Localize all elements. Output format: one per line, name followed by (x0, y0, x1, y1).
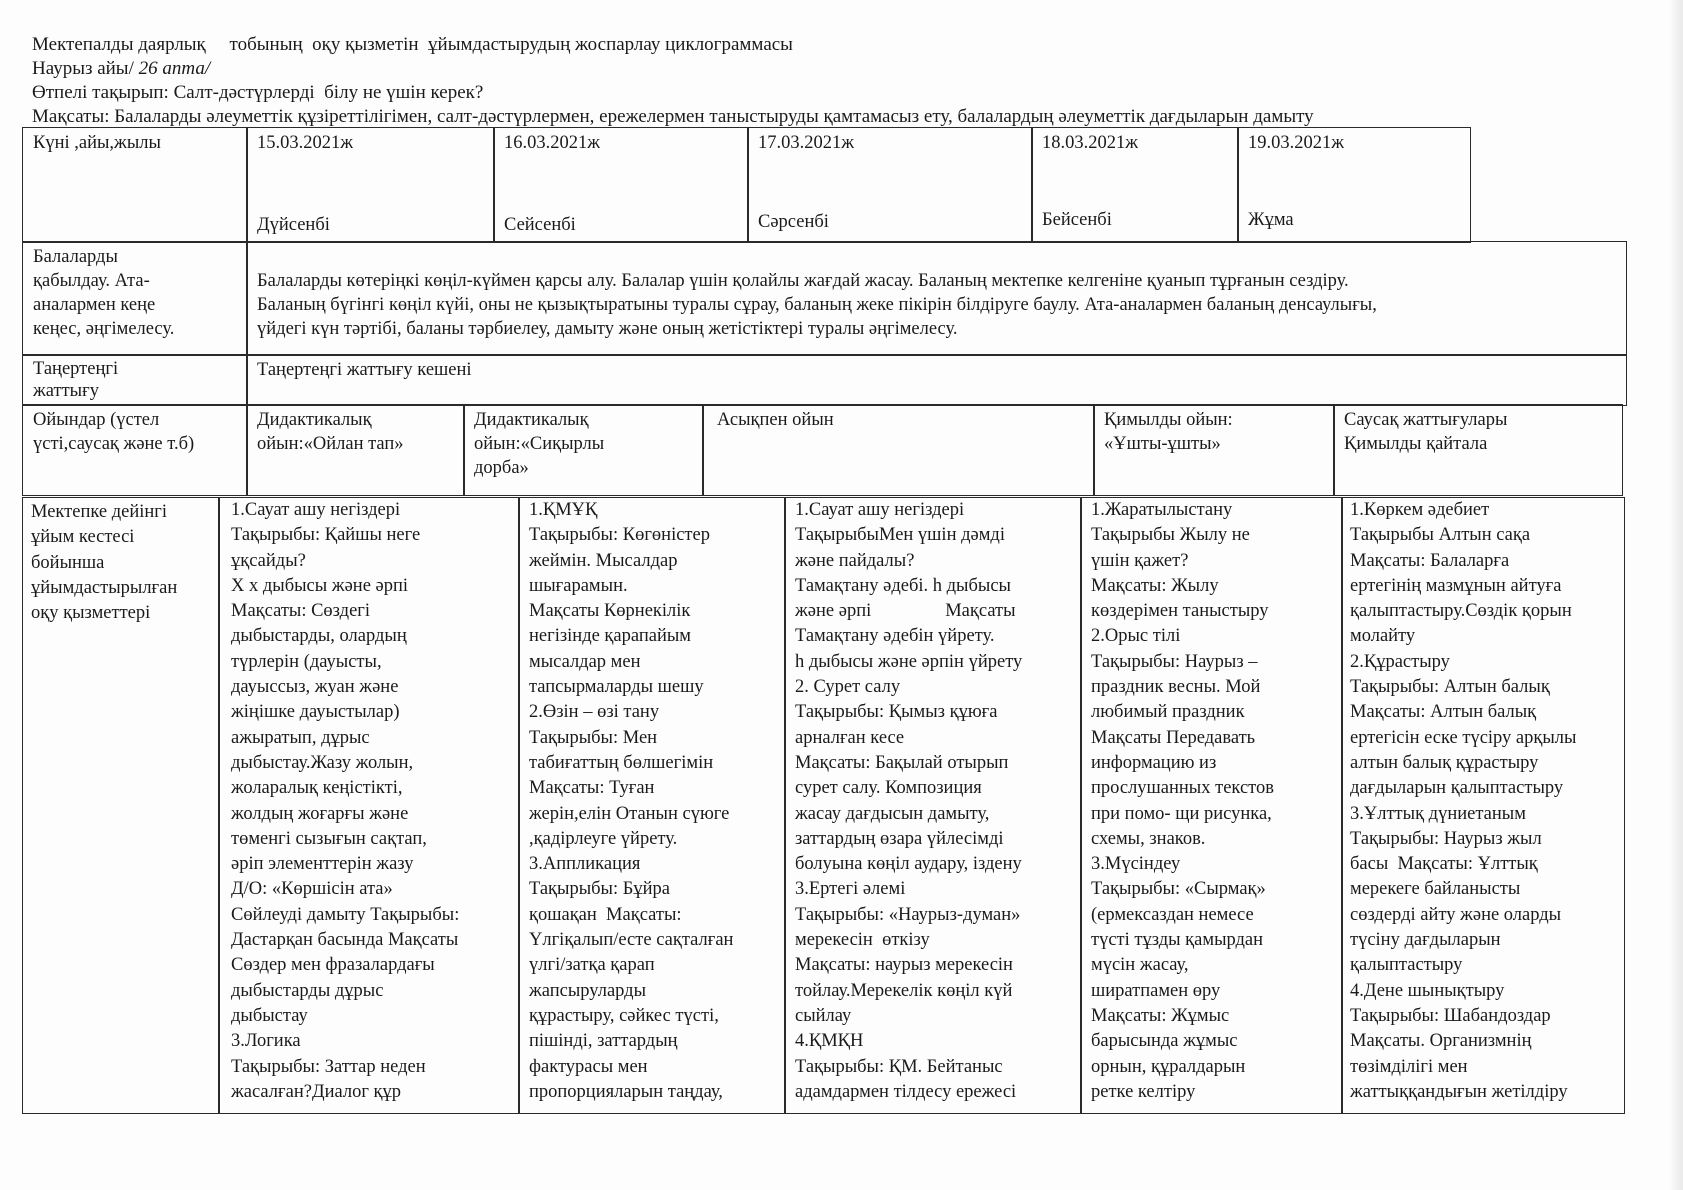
document-header (32, 33, 1314, 129)
day-cell-tuesday (493, 127, 749, 243)
activity-line: 2.Өзін – өзі тану (529, 702, 660, 723)
activity-line: мерекесін өткізу (795, 930, 930, 951)
activity-line: 3.Аппликация (529, 854, 641, 875)
label-line: Балаларды (33, 247, 118, 267)
activity-line: һ дыбысы және әрпін үйрету (795, 651, 1023, 672)
activity-line: 1.ҚМҰҚ (529, 500, 598, 520)
activity-line: сыйлау (795, 1005, 852, 1026)
activity-line: Сөздер мен фразалардағы (231, 955, 435, 976)
activity-line: Мақсаты Көрнекілік (529, 601, 691, 622)
label-line: ұйымдастырылған (31, 577, 178, 598)
activity-line: Х х дыбысы және әрпі (231, 575, 409, 596)
label-line: ұйым кестесі (31, 527, 135, 548)
reception-row-text-cell (246, 241, 1627, 356)
activity-line: барысында жұмыс (1091, 1031, 1238, 1052)
day-weekday: Жұма (1248, 210, 1294, 230)
activity-line: 2.Құрастыру (1350, 651, 1450, 672)
activities-cell-thursday (1080, 497, 1343, 1114)
activity-line: 3.Ұлттық дүниетаным (1350, 803, 1526, 824)
activity-line: мерекеге байланысты (1350, 879, 1521, 900)
label-line: қабылдау. Ата- (33, 271, 150, 291)
activity-line: Дастарқан басында Мақсаты (231, 930, 459, 951)
label-line: оқу қызметтері (31, 603, 151, 624)
activity-line: пропорцияларын таңдау, (529, 1081, 723, 1102)
activity-line: мүсін жасау, (1091, 955, 1189, 976)
activity-line: дыбыстау.Жазу жолын, (231, 752, 414, 773)
game-cell-monday (246, 404, 465, 496)
week-label: 26 апта/ (133, 58, 211, 79)
activity-line: Мақсаты: Балаларға (1350, 550, 1510, 571)
activity-line: Тақырыбы Алтын сақа (1350, 525, 1531, 546)
activity-line: 3.Ертегі әлемі (795, 879, 906, 900)
activity-line: әріп элементтерін жазу (231, 854, 414, 875)
game-cell-tuesday (463, 404, 704, 496)
activity-line: дыбыстарды, олардың (231, 626, 407, 647)
activity-line: 3.Мүсіндеу (1091, 854, 1181, 875)
day-date: 18.03.2021ж (1042, 133, 1139, 153)
activity-line: заттардың өзара үйлесімді (795, 828, 1004, 849)
day-weekday: Бейсенбі (1042, 210, 1112, 230)
activity-line: басы Мақсаты: Ұлттық (1350, 854, 1538, 875)
activities-cell-monday (218, 497, 520, 1114)
activity-line: тапсырмаларды шешу (529, 677, 704, 698)
activity-line: арналған кесе (795, 727, 905, 748)
date-row-label-cell (22, 127, 248, 243)
activity-line: пішінді, заттардың (529, 1031, 678, 1052)
activity-line: төзімділігі мен (1350, 1056, 1468, 1077)
activity-line: дыбыстарды дұрыс (231, 980, 384, 1001)
activity-line: түрлерін (дауысты, (231, 651, 382, 672)
activity-line: Мақсаты. Организмнің (1350, 1031, 1532, 1052)
activity-line: дыбыстау (231, 1005, 308, 1026)
activity-line: Мақсаты: наурыз мерекесін (795, 955, 1013, 976)
label-line: жаттығу (33, 381, 99, 401)
activity-line: Сөйлеуді дамыту Тақырыбы: (231, 904, 460, 925)
game-line: ойын:«Ойлан тап» (257, 434, 404, 454)
activity-line: көздерімен таныстыру (1091, 601, 1269, 622)
game-cell-wednesday (702, 404, 1095, 496)
month-week-line (32, 57, 1314, 81)
activity-line: құрастыру, сәйкес түсті, (529, 1005, 719, 1026)
activity-line: Мақсаты: Жылу (1091, 575, 1219, 596)
activity-line: праздник весны. Мой (1091, 677, 1261, 698)
activity-line: Тақырыбы: Алтын балық (1350, 677, 1550, 698)
activity-line: Мақсаты Передавать (1091, 727, 1256, 748)
day-weekday: Сәрсенбі (758, 212, 829, 232)
activity-line: схемы, знаков. (1091, 828, 1206, 849)
activity-line: Тақырыбы: «Наурыз-думан» (795, 904, 1021, 925)
game-line: Қимылды қайтала (1344, 434, 1488, 454)
day-weekday: Сейсенбі (504, 215, 576, 235)
transitional-theme: Өтпелі тақырып: Салт-дәстүрлерді білу не үшін керек? (32, 82, 484, 103)
activity-line: Тақырыбы: Заттар неден (231, 1056, 426, 1077)
activity-line: Тақырыбы: ҚМ. Бейтаныс (795, 1056, 1003, 1077)
activity-line: ширатпамен өру (1091, 980, 1221, 1001)
game-cell-friday (1333, 404, 1623, 496)
activity-line: жерін,елін Отанын сүюге (529, 803, 730, 824)
game-line: Дидактикалық (257, 410, 372, 430)
reception-row-label-cell (22, 241, 248, 356)
scan-edge-shadow (1669, 0, 1683, 1190)
activity-line: қалыптастыру (1350, 955, 1463, 976)
day-date: 17.03.2021ж (758, 133, 855, 153)
activity-line: Үлгіқалып/есте сақталған (529, 930, 734, 951)
reception-text-line: Балаларды көтеріңкі көңіл-күймен қарсы алу. Балалар үшін қолайлы жағдай жасау. Баланың мектепке келгеніне қуанып тұрғанын сездіру. (257, 271, 1349, 291)
reception-text-line: Баланың бүгінгі көңіл күйі, оны не қызықтыратыны туралы сұрау, баланың жеке пікірін білдіруге баулу. Ата-аналармен баланың денсаулығы, (257, 295, 1377, 315)
activity-line: сөздерді айту және оларды (1350, 904, 1562, 925)
activities-cell-wednesday (784, 497, 1082, 1114)
game-line: Дидактикалық (474, 410, 589, 430)
activity-line: 1.Жаратылыстану (1091, 500, 1233, 520)
activity-line: жапсыруларды (529, 980, 647, 1001)
activity-line: Тақырыбы: Наурыз – (1091, 651, 1258, 672)
activity-line: 3.Логика (231, 1031, 301, 1052)
label-line: Мектепке дейінгі (31, 502, 168, 522)
activity-line: ,қадірлеуге үйрету. (529, 828, 678, 849)
activity-line: Мақсаты: Бақылай отырып (795, 752, 1009, 773)
activity-line: Тақырыбы: Қайшы неге (231, 525, 421, 546)
activity-line: үлгі/затқа қарап (529, 955, 655, 976)
day-weekday: Дүйсенбі (257, 215, 330, 235)
activity-line: 1.Көркем әдебиет (1350, 500, 1490, 520)
activity-line: Мақсаты: Туған (529, 778, 655, 799)
day-date: 15.03.2021ж (257, 133, 354, 153)
activity-line: молайту (1350, 626, 1416, 647)
activity-line: түсті тұзды қамырдан (1091, 930, 1264, 951)
activity-line: ұқсайды? (231, 550, 306, 571)
activity-line: ертегісін еске түсіру арқылы (1350, 727, 1577, 748)
activity-line: ертегінің мазмұнын айтуға (1350, 575, 1562, 596)
activity-line: Тақырыбы Жылу не (1091, 525, 1250, 546)
game-line: Қимылды ойын: (1104, 410, 1233, 430)
activity-line: жолдың жоғарғы және (231, 803, 409, 824)
day-date: 19.03.2021ж (1248, 133, 1345, 153)
activity-line: дауыссыз, жуан және (231, 677, 399, 698)
activity-line: болуына көңіл аудару, іздену (795, 854, 1022, 875)
activity-line: фактурасы мен (529, 1056, 648, 1077)
activity-line: жасау дағдысын дамыту, (795, 803, 990, 824)
activity-line: Тақырыбы: Бұйра (529, 879, 670, 900)
activity-line: негізінде қарапайым (529, 626, 692, 647)
activity-line: шығарамын. (529, 575, 628, 596)
activity-line: Тақырыбы: «Сырмақ» (1091, 879, 1266, 900)
day-date: 16.03.2021ж (504, 133, 601, 153)
activity-line: Тақырыбы: Мен (529, 727, 658, 748)
activity-line: ретке келтіру (1091, 1081, 1196, 1102)
activity-line: Мақсаты: Жұмыс (1091, 1005, 1230, 1026)
activity-line: Тақырыбы: Қымыз құюға (795, 702, 998, 723)
activity-line: дағдыларын қалыптастыру (1350, 778, 1564, 799)
label-line: Таңертеңгі (33, 359, 119, 379)
label-line: Ойындар (үстел (33, 410, 160, 430)
exercise-text: Таңертеңгі жаттығу кешені (257, 360, 472, 380)
activity-line: Мақсаты: Сөздегі (231, 601, 371, 622)
label-line: кеңес, әңгімелесу. (33, 319, 175, 339)
label-line: бойынша (31, 552, 105, 573)
activities-cell-tuesday (518, 497, 786, 1114)
activity-line: сурет салу. Композиция (795, 778, 982, 799)
activity-line: ажыратып, дұрыс (231, 727, 370, 748)
activities-cell-friday (1341, 497, 1625, 1114)
game-line: Саусақ жаттығулары (1344, 410, 1508, 430)
activity-line: Тамақтану әдебін үйрету. (795, 626, 995, 647)
activity-line: қошақан Мақсаты: (529, 904, 682, 925)
games-row-label-cell (22, 404, 248, 496)
activity-line: және пайдалы? (795, 550, 915, 571)
activity-line: Тамақтану әдебі. һ дыбысы (795, 575, 1011, 596)
weekly-objective: Мақсаты: Балаларды әлеуметтік құзіреттілігімен, салт-дәстүрлермен, ережелермен таныстыруды қамтамасыз ету, балалардың әлеуметтік дағдыларын дамыту (32, 106, 1314, 127)
activity-line: табиғаттың бөлшегімін (529, 752, 714, 773)
activity-line: түсіну дағдыларын (1350, 930, 1501, 951)
activity-line: жаттыққандығын жетілдіру (1350, 1081, 1568, 1102)
activity-line: ТақырыбыМен үшін дәмді (795, 525, 1005, 546)
game-line: Асықпен ойын (717, 410, 834, 430)
label-line: аналармен кеңе (33, 295, 156, 315)
activity-line: жеймін. Мысалдар (529, 550, 678, 571)
activity-line: орнын, құралдарын (1091, 1056, 1246, 1077)
game-line: «Ұшты-ұшты» (1104, 434, 1221, 454)
reception-text-line: үйдегі күн тәртібі, баланы тәрбиелеу, дамыту және оның жетістіктері туралы әңгімелесу. (257, 319, 958, 339)
activity-line: үшін қажет? (1091, 550, 1189, 571)
activity-line: 4.ҚМҚН (795, 1031, 864, 1052)
activity-line: 1.Сауат ашу негіздері (231, 500, 401, 520)
date-row-label: Күні ,айы,жылы (33, 133, 161, 153)
activity-line: 2. Сурет салу (795, 677, 901, 698)
activity-line: адамдармен тілдесу ережесі (795, 1081, 1017, 1102)
activities-label-cell (22, 497, 220, 1114)
activity-line: прослушанных текстов (1091, 778, 1274, 799)
month-label: Наурыз айы/ (32, 58, 134, 79)
exercise-row-text-cell (246, 354, 1627, 406)
activity-line: 1.Сауат ашу негіздері (795, 500, 965, 520)
activity-line: Мақсаты: Алтын балық (1350, 702, 1537, 723)
activity-line: жіңішке дауыстылар) (231, 702, 400, 723)
document-title: Мектепалды даярлық тобының оқу қызметін ұйымдастырудың жоспарлау циклограммасы (32, 34, 793, 55)
day-cell-monday (246, 127, 495, 243)
game-cell-thursday (1093, 404, 1335, 496)
activity-line: және әрпі Мақсаты (795, 601, 1016, 622)
activity-line: қалыптастыру.Сөздік қорын (1350, 601, 1572, 622)
activity-line: 2.Орыс тілі (1091, 626, 1181, 647)
exercise-row-label-cell (22, 354, 248, 406)
activity-line: жоларалық кеңістікті, (231, 778, 403, 799)
activity-line: информацию из (1091, 752, 1217, 773)
game-line: ойын:«Сиқырлы (474, 434, 605, 454)
activity-line: Тақырыбы: Көгөністер (529, 525, 710, 546)
day-cell-thursday (1031, 127, 1239, 243)
game-line: дорба» (474, 458, 529, 478)
activity-line: тойлау.Мерекелік көңіл күй (795, 980, 1013, 1001)
activity-line: алтын балық құрастыру (1350, 752, 1539, 773)
activity-line: Д/О: «Көршісін ата» (231, 879, 393, 900)
activity-line: (ермексаздан немесе (1091, 904, 1254, 925)
activity-line: при помо- щи рисунка, (1091, 803, 1272, 824)
label-line: үсті,саусақ және т.б) (33, 434, 195, 454)
activity-line: мысалдар мен (529, 651, 641, 672)
day-cell-friday (1237, 127, 1471, 243)
activity-line: любимый праздник (1091, 702, 1245, 723)
activity-line: 4.Дене шынықтыру (1350, 980, 1505, 1001)
activity-line: жасалған?Диалог құр (231, 1081, 402, 1102)
activity-line: Тақырыбы: Шабандоздар (1350, 1005, 1551, 1026)
activity-line: төменгі сызығын сақтап, (231, 828, 427, 849)
day-cell-wednesday (747, 127, 1033, 243)
activity-line: Тақырыбы: Наурыз жыл (1350, 828, 1542, 849)
